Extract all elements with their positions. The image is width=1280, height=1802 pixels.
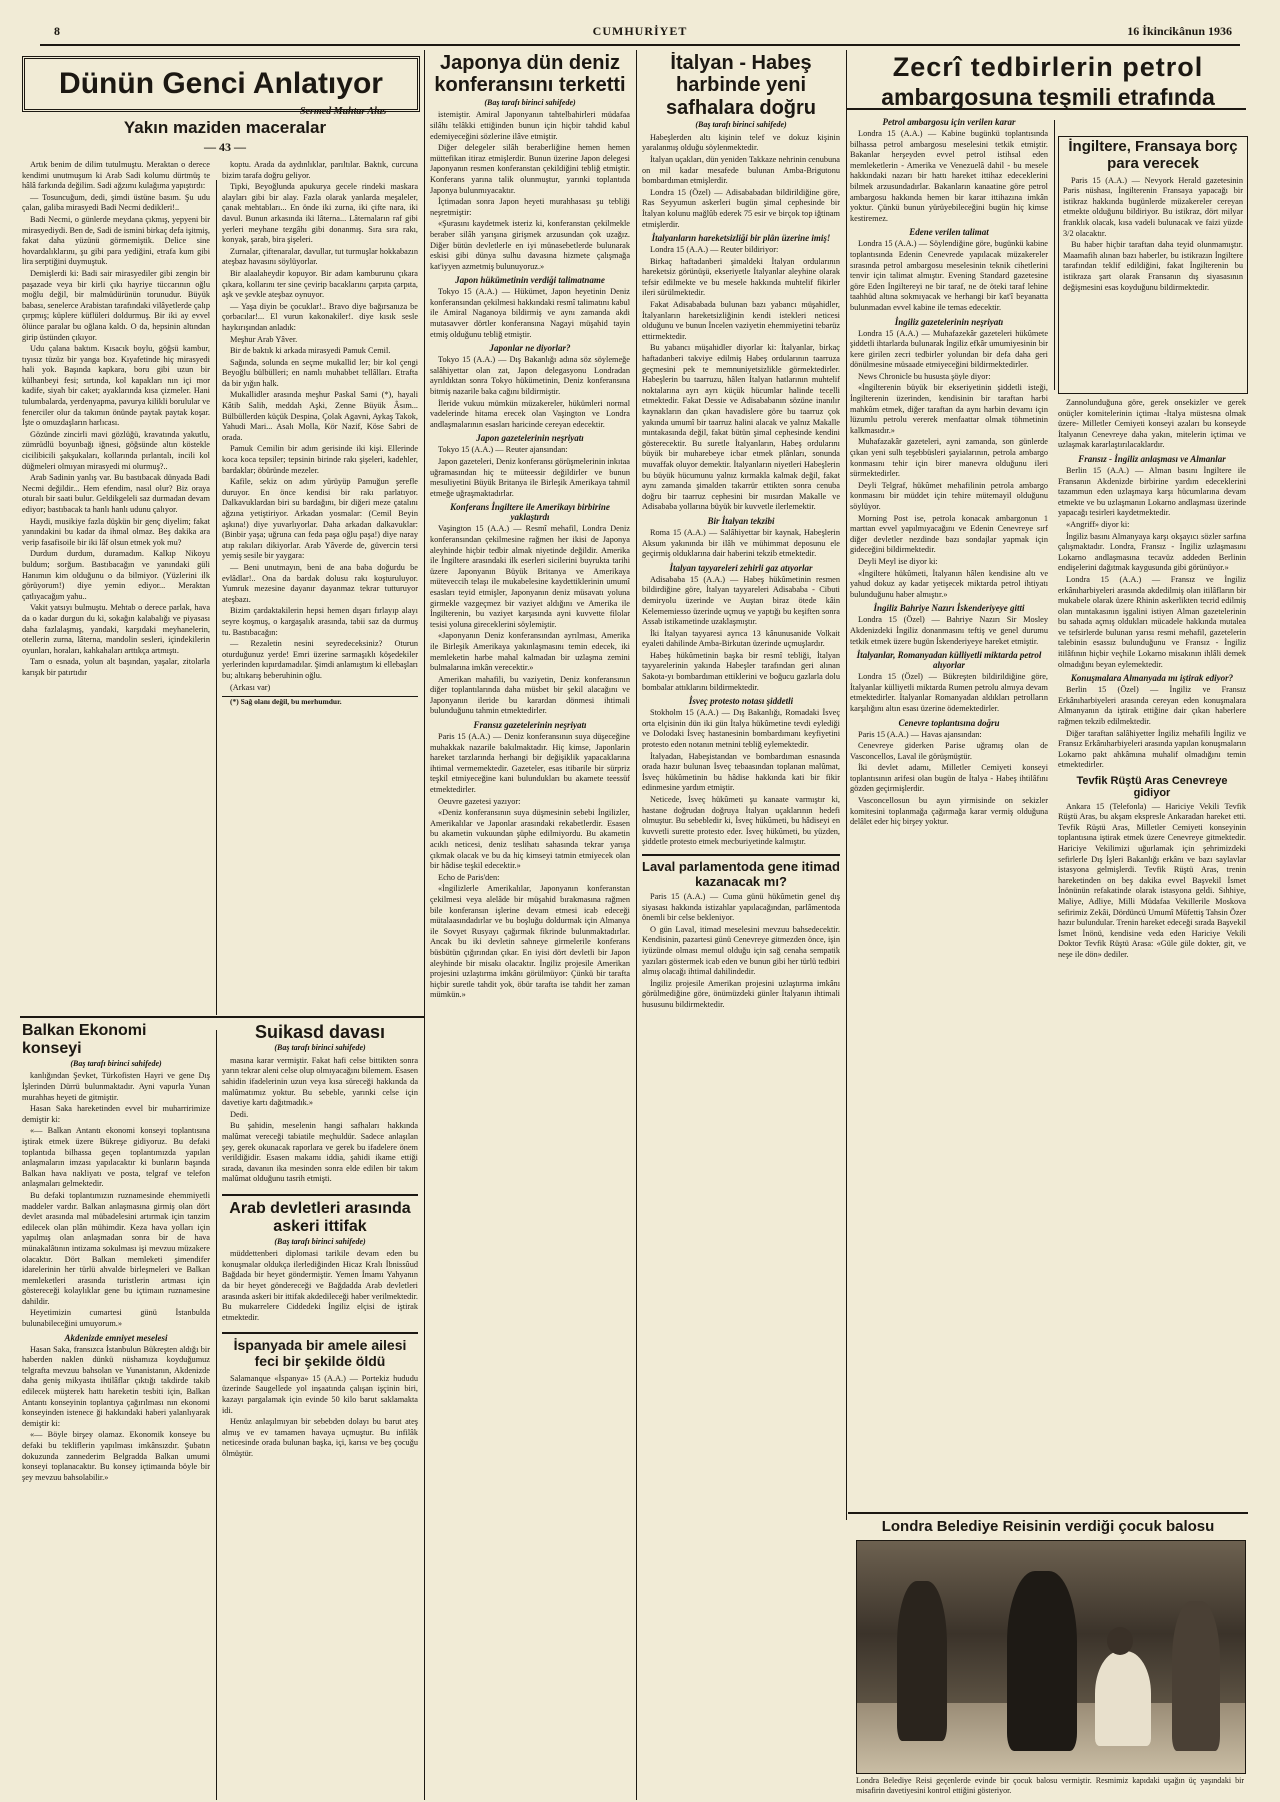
page-number: 8 (54, 24, 60, 38)
zecri-cont-sub3: Tevfik Rüştü Aras Cenevreye gidiyor (1076, 775, 1228, 800)
paragraph: Diğer delegeler silâh beraberliğine hemen hemen müttefikan itiraz etmişlerdir. Bunun üzerine Japon delegesi Japonyanın resmen konferanstan çekildiğini tebliğ etmiştir. Konferans yarına talik olunmuştur, yarınki toplantıda Japonya bulunmıyacaktır. (430, 143, 630, 195)
zecri-sub3: İngiliz Bahriye Nazırı İskenderiyeye gitti (873, 603, 1025, 614)
japonya-sub1: Japon hükümetinin verdiği talimatname (455, 275, 605, 286)
italyan-sub5: Laval parlamentoda gene itimad kazanacak mı? (642, 854, 840, 889)
paragraph: — Beni unutmayın, beni de ana baba doğurdu be evlâdlar!.. Ona da bardak dolusu rakı koşturuluyor. Yumruk mezesine dayanır dayanmaz tekrar tutturuyor ateşbazı. (222, 562, 418, 604)
paragraph: «İngilizlerle Amerikalılar, Japonyanın konferanstan çekilmesi veya alelâde bir müşahid bırakmasına rağmen bile konferansın işlerine devam etmesi icab edeceği mütalaasındadırlar ve bu boşluğu doldurmak için Almanya ile Sovyet Rusyayı çağırmak fikrinde bulunmaktadırlar. Ancak bu iki devletin sahneye girmelerile konferans büsbütün çığırından çıkar. En iyisi dört devletli bir Japon aleyhinde bir misakı olacaktır. İngiliz projesile Amerikan projesini uzlaştırma imkânı görülmüyor: Çünkü bir tarafta hiçbir suretle tahdit yok, öbür tarafta ise tahdit her zaman mümkün.» (430, 884, 630, 1000)
zecri-sub4: İtalyanlar, Romanyadan külliyetli miktarda petrol alıyorlar (856, 650, 1042, 671)
paragraph: Gözünde zincirli mavi gözlüğü, kravatında yakutlu, zümrüdlü boyunbağı iğnesi, göğsünde altın köstekle cicilibicili şakşukaları, kollarında pırlantalı, incili kol düğmeleri olmıyan mirasyedi mi olurmuş?.. (22, 429, 210, 471)
zecri-title-line2: ambargosuna teşmili etrafında (881, 84, 1215, 110)
suikast-title: Suikasd davası (254, 1022, 386, 1042)
balkan-title: Balkan Ekonomi konseyi (22, 1022, 147, 1057)
paragraph: Londra 15 (A.A.) — Kabine bugünkü toplantısında bilhassa petrol ambargosu meselesini tetkik etmiştir. Bakanlar herşeyden evvel petrol istihsal eden memleketlerin - Amerika ve Venezuelâ dahil - bu mesele hakkındaki nazarı bir hattı hareket ittihaz edeceklerini bilmek arzusundadırlar. Bakanların kanaatine göre petrol ambargosu hakkında hemen bir karar ittihazına imkân yoktur. Çünkü bunun yürüyebileceğini bugün hiç kimse kestiremez. (850, 129, 1048, 223)
paragraph: İngiliz basını Almanyaya karşı okşayıcı sözler sarfına çalışmaktadır. Londra, Fransız - İngiliz uzlaşmasını Lokarno andlaşmasına tecavüz addeden Berlinin endişelerini dağıtmak kaygusunda gibi görünüyor.» (1058, 531, 1246, 573)
balkan-article (22, 1022, 210, 1797)
paragraph: Vakit yatsıyı bulmuştu. Mehtab o derece parlak, hava da o kadar durgun du ki, sokağın kalabalığı ve piyasası daha fazlalaşmış, yandaki, karşıdaki meyhanelerin, otellerin zurna, lâterna, mandolin sesleri, içindekilerin oyunları, horaları, kahkahaları arttıkça artmıştı. (22, 603, 210, 655)
zecri-article (850, 114, 1048, 1509)
paragraph: Heyetimizin cumartesi günü İstanbulda bulunabileceğini umuyorum.» (22, 1308, 210, 1329)
paragraph: — Tosuncuğum, dedi, şimdi üstüne basım. Şu udu çalan, galiba mirasyedi Badi Necmi dedikleri!.. (22, 192, 210, 213)
paragraph: Bu yabancı müşahidler diyorlar ki: İtalyanlar, birkaç haftadanberi takviye edilmiş Habeş ordularının taarruza geçmesini pek te memnuniyetsizlikle görmektedirler. Habeşlerin bu taarruzu, hâlen İtalyan hatlarının muhtelif noktalarına ayrı ayrı küçük hücumlar halinde tecelli etmektedir. Fakat Dessie ve Adisababanın sözüne inanılır kaynakların dan çıkan havadislere göre bu taarruz çok yakında umumî bir taarruz halini alacak ve yalnız Makalle mıntakasında değil, fakat bütün şimal cephesinde kendini gösterecektir. Bu suretle İtalyanların, Habeş ordularını büyük bir muharebeye icbar etmek plânları, sonunda muvaffak oluyor demektir. İtalyanların niyetleri Habeşlerin bu büyük hücumunu yalnız kırmakla kalmak değil, fakat aynı zamanda şimalden takarrür ettikten sonra cenuba doğru bir taarruz cephesini bir mısırdan Makalle ve Adisababa yollarına büyük bir kuvvetle ilerlemektir. (642, 343, 840, 512)
ispanya-title: İspanyada bir amele ailesi feci bir şekilde öldü (222, 1332, 418, 1369)
paragraph: Durdum durdum, duramadım. Kalkıp Nikoyu buldum; sorğum. Bastıbacağın ve yanındaki güli Hanımın kim olduğunu o da bilmiyor. (Yüzlerini ilk görüyorum!) diye yemin ediyor... Meraktan çatlıyacağım yahu.. (22, 549, 210, 601)
paragraph: O gün Laval, itimad meselesini mevzuu bahsedecektir. Kendisinin, pazartesi günü Cenevreye gitmezden önce, işin iyüzünde olması memul olduğu için sağ cenaha sempatik yazıları göstermek icab eden ve bunun gibi her türlü tedbiri almış olacağı ihtimal dahilindedir. (642, 924, 840, 977)
paragraph: Dedi. (230, 1109, 249, 1119)
paragraph: «— Balkan Antantı ekonomi konseyi toplantısına iştirak etmek üzere Bükreşe gidiyoruz. Bu defaki toplantıda bilhassa geçen toplantımızda yapılan anlaşmaların imzası yapılacaktır ki bunların başında Balkan hava nakliyatı ve posta, telgraf ve telefon anlaşmaları gelmektedir. (22, 1126, 210, 1189)
paragraph: İki devlet adamı, Milletler Cemiyeti konseyi toplantısının arifesi olan bugün de İtalya - Habeş ihtilâfını gözden geçirmişlerdir. (850, 763, 1048, 794)
ball-photo-caption: Londra Belediye Reisi geçenlerde evinde bir çocuk balosu vermiştir. Resmimiz kapıdaki uşağın üç yaşındaki bir misafirin davetiyesini kontrol ettiğini gösteriyor. (856, 1776, 1244, 1795)
paragraph: — Rezaletin nesini seyredeceksiniz? Oturun oturduğunuz yerde! Emri üzerine sarmaşıklı köşedekiler yerlerinden kıpırdamadılar. Şimdi anlamıştım ki ellebaşları bu; altıkarış beberuhinin oğlu. (222, 639, 418, 680)
paragraph: Tam o esnada, yolun alt başından, yaşalar, zitolarla karışık bir patırtıdır (22, 657, 210, 677)
paragraph: Birkaç haftadanberi şimaldeki İtalyan ordularının hareketsiz görünüşü, ekseriyetle İtalyanlar aleyhine olarak tefsir edilmekte ve bu mesele hakkında muhtelif fikirler ileri sürülmektedir. (642, 256, 840, 298)
paper-name: CUMHURİYET (592, 24, 688, 38)
paragraph: Londra 15 (Özel) — Adisababadan bildirildiğine göre, Ras Seyyumun askerleri bugün şimal cephesinde bir İtalyan kolunu mağlûb ederek 75 esir ve birçok top iğtinam etmişlerdir. (642, 187, 840, 229)
italyan-sub1: İtalyanların hareketsizliği bir plân üzerine imiş! (651, 233, 831, 244)
paragraph: Londra 15 (Özel) — Bükreşten bildirildiğine göre, İtalyanlar külliyetli miktarda Rumen petrolu almıya devam etmektedirler. İtalyanlar Romanyadan aldıkları petrolların karşılığını altın esası üzerine ödemektedirler. (850, 672, 1048, 713)
paragraph: Zannolunduğuna göre, gerek onsekizler ve gerek onüçler komitelerinin içtimaı -İtalya müstesna olmak üzere- Milletler Cemiyeti konseyi azaları bu konseyde İtalyanın Cenevreye daha yakın, mitelerin içtimaı ve uzlaşmak kararlaştırılacaklardır. (1058, 398, 1246, 450)
paragraph: Berlin 15 (A.A.) — Alman basını İngiltere ile Fransanın Akdenizde birbirine yardım edeceklerini tazammun eden uzlaşmaya karşı hücumlarına devam etmekte ve bu uzlaşmanın Lokarno andlaşması üzerinde yapacağı tesirleri kaydetmektedir. (1058, 465, 1246, 518)
paragraph: Paris 15 (A.A.) — Deniz konferansının suya düşeceğine muhakkak nazarile bakılmaktadır. Hiç kimse, Japonlarin hareket tarzlarında herhangi bir değişiklik yapacaklarına ihtimal vermemektedir. Gazeteler, esas itibarile bir sürpriz teşkil etmiyeceğine kani bulundukları bu akamete teessüf etmektedirler. (430, 732, 630, 795)
paragraph: Habeş hükûmetinin başka bir resmî tebliği, İtalyan tayyarelerinin yakında Habeşler tarafından geri alınan Sakota-yı bombardıman ettiklerini ve boğucu gazlarla dolu bombalar attıklarını bildirmektedir. (642, 650, 840, 692)
paragraph: Bu şahidin, meselenin hangi safhaları hakkında malûmat vereceği tabiatile meçhuldür. Sadece anlaşılan şey, gerek okunacak raporlara ve gerek bu ifadelere önem verildiğidir. Esasen makamı iddia, şahidi ikame ettiği sırada, davanın ika mesinden sonra elde edilen bir takım malûmat olduğunu tasrih etmişti. (222, 1121, 418, 1184)
paragraph: İleride vukuu mümkün müzakereler, hükümleri normal vadelerinde hitama erecek olan Vaşington ve Londra andlaşmalarının esasları haricinde cereyan edecektir. (430, 398, 630, 429)
paragraph: Japon gazeteleri, Deniz konferansı görüşmelerinin inkıtaa uğramasından hiç te müteessir değildirler ve bunun mesuliyetini Büyük Britanya ile Birleşik Amerikaya tahmil etmeğe uğraşmaktadırlar. (430, 457, 630, 498)
paragraph: Demişlerdi ki: Badi sair mirasyediler gibi zengin bir paşazade veya bir kirli çıkı hayriye tüccarının oğlu moğlu değil, bir malmüdürünün torunudur. Büyük babası, senelerce Arabistan tarafındaki vilâyetlerde çalıp çırpmış; küplere küflüleri doldurmuş. Bir iki ay evvel ölünce paralar bu oğlana kaldı. O da, hepsinin altından girip üstünden çıkıyor. (22, 268, 210, 342)
japonya-title: Japonya dün deniz konferansını terketti (434, 52, 626, 97)
paragraph: Paris 15 (A.A.) — Havas ajansından: (858, 729, 982, 739)
serial-footnote: (*) Sağ olanı değil, bu merhumdur. (222, 696, 418, 708)
paragraph: Londra 15 (A.A.) — Fransız ve İngiliz erkânıharbiyeleri arasında akdedilmiş olan itilâfların bir mukabele olarak üzere Rhinin askerlikten tecrid edilmiş olan mıntakasının işgalini istiyen Alman gazetelerinin bu sahada açmış oldukları mücadele hakkında mutalea ve tefsirlerde bulunan yarısı resmi mehafil, gazetelerin talebinin esassız bulunduğunu ve Fransız - İngiliz itilâfının hiçbir veçhile Lokarno misakının ihlâli demek olmadığını beyan eylemektedir. (1058, 574, 1246, 669)
italyan-title: İtalyan - Habeş harbinde yeni safhalara doğru (665, 52, 817, 119)
balkan-source: (Baş tarafı birinci sahifede) (70, 1058, 162, 1068)
paragraph: İki İtalyan tayyaresi ayrıca 13 kânunusanide Volkait eyaleti dahilinde Amba-Birkutan üzerinde uçmuşlardır. (642, 628, 840, 649)
paragraph: Zurnalar, çiftenaralar, davullar, tut turmuşlar hokkabazın ateşbaz havasını söylüyorlar. (222, 246, 418, 267)
paragraph: İçtimadan sonra Japon heyeti murahhasası şu tebliği neşretmiştir: (430, 197, 630, 217)
paragraph: İtalyan uçakları, dün yeniden Takkaze nehrinin cenubuna on mil kadar mesafede bulunan Amba-Brigutonu bombardıman etmişlerdir. (642, 154, 840, 186)
paragraph: «Angriff» diyor ki: (1066, 519, 1130, 529)
paragraph: «İngiltere hükûmeti, İtalyanın hâlen kendisine altı ve yahud dokuz ay kadar yetişecek miktarda petrol ihtiyatı bulunduğunu haber almıştır.» (850, 568, 1048, 599)
japonya-sub2: Japonlar ne diyorlar? (489, 343, 571, 354)
paragraph: Vaşington 15 (A.A.) — Resmî mehafil, Londra Deniz konferansından çekilmesine rağmen her ikisi de Japonya aleyhinde hiçbir tedbir almak niyetinde değildir. Amerika ile İngiltere arasındaki ilk eserleri sicilerini buyrukta tarihi üzere Japonyanın Büyük Britanya ve Amerikaya müteveccih telaşı ile mukabelesine kaydettiklerinin umumî esasları teyid etmişler, Japonyanın deniz müsavatı yoluna girmekle vazgeçmez bir vaziyet aldığını ve Amerika ile İngilterenin, bu vaziyet karşısında ayni kuvvette filolar tesisi yoluna gireceklerini söylemiştir. (430, 524, 630, 629)
paragraph: «— Böyle birşey olamaz. Ekonomik konseye bu defaki bu tekliflerin yapılması imkânsızdır. Şubatın dokuzunda zannederim Belgradda Balkan umumi konseyi toplanacaktır. Bu konsey içtimaında böyle bir şey mevzuu bahsolabilir.» (22, 1430, 210, 1482)
zecri-sub0: Petrol ambargosu için verilen karar (882, 117, 1016, 127)
paragraph: Roma 15 (A.A.) — Salâhiyettar bir kaynak, Habeşlerin Aksum yakınında bir ilâh ve mühimmat deposunu ele geçirmiş olduklarına dair haberini tekzib etmektedir. (642, 527, 840, 559)
paragraph: Hasan Saka, fransızca İstanbulun Bükreşten aldığı bir haberden naklen dünkü nüshamıza koyduğumuz telgrafta mevzuu bahsolan ve Yunanistanın, Akdenizde daha geniş mikyasta ihtilâflar çıktığı takdirde takib edilecek müşterek hattı hareketin tesbiti için, Balkan Antantı konseyinin toplantıya çağırılması nın ekonomi konseyinden istenece ği hakkındaki haberi yalanlıyarak demiştir ki: (22, 1344, 210, 1428)
paragraph: «Deniz konferansının suya düşmesinin sebebi İngilizler, Amerikalılar ve Japonlar arasındaki rekabetlerdir. Esasen bu akametin vukuundan şüphe edilmiyordu. Bu akametin acıklı neticesi, deniz teslihatı sahasında tekrar yarışa çıkmak olacak ve bu da hiç kimseyi tatmin etmiyecek olan bir hâdise teşkil edecektir.» (430, 808, 630, 871)
italyan-sub2: Bir İtalyan tekzibi (707, 515, 775, 526)
arab-source: (Baş tarafı birinci sahifede) (274, 1236, 366, 1246)
paragraph: masına karar vermiştir. Fakat hafi celse bittikten sonra yarın tekrar aleni celse olup olmıyacağını bilemem. Esasen sahidin ifadelerinin uzun veya kısa süreceği hakkında da malûmatımız yoktur. Bu sebeble, yarınki celse için davetiye kartı dağıtmadık.» (222, 1055, 418, 1108)
paragraph: Bir alaalaheydir kopuyor. Bir adam kamburunu çıkara çıkara, kollarını ter sine çevirip bacaklarını çarpıta çarpıta, aşk ve şevkle ateşbaz oynuyor. (222, 268, 418, 300)
paragraph: Meşhur Arab Yâver. (230, 334, 298, 344)
paragraph: Vasconcellosun bu ayın yirmisinde on sekizler komitesini toplanmağa çağırmağa karar vermiş olduğuna delâlet eder hiç birşey yoktur. (850, 796, 1048, 827)
paragraph: Paris 15 (A.A.) — Nevyork Herald gazetesinin Paris nüshası, İngilterenin Fransaya yapacağı bir istikraz hakkında bugünlerde müzakereler cereyan etmekte olduğunu bildiriyor. Bu istikraz, dört milyar franklık olacak, kısa vadeli bulunacak ve faizi yüzde 3/2 olacaktır. (1063, 175, 1243, 238)
paragraph: Tipki, Beyoğlunda apukurya gecele rindeki maskara alayları gibi bir alay. Fazla olarak yanlarda meşaleler, çanak mehtabları... En önde iki zurna, iki çifte nara, iki davul. Bunun arkasında iki lâterna... Lâternaların raf gibi yerleri meyhane tezgâhı gibi donanmış. Sıra sıra rakı, konyak, şarab, bira şişeleri. (222, 182, 418, 245)
paragraph: Bu haber hiçbir taraftan daha teyid olunmamıştır. Maamafih alınan bazı haberler, bu istikrazın İngiltere tarafından teklif edildiğini, fakat İngilterenin bu istikraza şart olarak Fransanın dış siyasasının değişmesini esas koyduğunu bildirmektedir. (1063, 240, 1243, 292)
ingiltere-title: İngiltere, Fransaya borç para verecek (1068, 138, 1238, 172)
balo-title: Londra Belediye Reisinin verdiği çocuk balosu (881, 1518, 1215, 1535)
paragraph: müddettenberi diplomasi tarikile devam eden bu konuşmalar oldukça ilerlediğinden Hicaz Kralı İbnissûud Bağdada bir heyet göndermiştir. Yemen İmamı Yahyanın da bir heyet göndereceği ve Bağdadda Arab devletleri arasında askeri bir ittifak akdedileceği haber verilmektedir. Bu mukarrelere Ciddedeki İngiliz elçisi de iştirak etmektedir. (222, 1249, 418, 1322)
paragraph: İngiliz projesile Amerikan projesini uzlaştırma imkânı görülmediğine göre, önümüzdeki günler İtalyanın ihtimali hususunu bildirmektedir. (642, 978, 840, 1010)
paragraph: Oeuvre gazetesi yazıyor: (438, 796, 521, 806)
paragraph: Bir de baktık ki arkada mirasyedi Pamuk Cemil. (230, 346, 391, 356)
paragraph: Tokyo 15 (A.A.) — Hükümet, Japon heyetinin Deniz konferansından çekilmesi hakkındaki resmî talimatını kabul ile Amiral Naganoya bildirmiş ve aynı zamanda akdi mutasavver dörtler konferansına Nagayi müşahid tayin etmiş olduğunu tebliğ etmiştir. (430, 287, 630, 339)
serial-title: Dünün Genci Anlatıyor (59, 67, 383, 100)
paragraph: Mukallidler arasında meşhur Paskal Sami (*), hayali Kâtib Salih, meddah Aşki, Zenne Büyük Âsım... Bülbüllerden küçük Despina, Çolak Agavni, Aykaş Takok, Yahudi Mari... Asalı Molla, Kör Nazif, Köse Sabri de orada. (222, 390, 418, 442)
paragraph: Cenevreye giderken Parise uğramış olan de Vasconcellos, Laval ile görüşmüştür. (850, 741, 1048, 761)
paragraph: Londra 15 (A.A.) — Muhafazekâr gazeteleri hükûmete şiddetli ihtarlarda bulunarak İngiliz efkâr umumiyesinin bir kere girilen zecri tedbirler yolundan bir defa daha geri dönülmesine müsaade etmiyeceğini bildirmektedirler. (850, 328, 1048, 370)
paragraph: Paris 15 (A.A.) — Cuma günü hükûmetin genel dış siyasası hakkında istizahlar yapılacağından, parlâmentoda önemli bir celse bekleniyor. (642, 892, 840, 923)
paragraph: Morning Post ise, petrola konacak ambargonun 1 marttan evvel yapılmıyacağını ve Edenin Cenevreye sırf diğer devletler nezdinde bazı sondajlar yapmak için gideceğini bildirmektedir. (850, 513, 1048, 555)
paragraph: «Şurasını kaydetmek isteriz ki, konferanstan çekilmekle beraber silâh yarışına girişmek arzusundan çok uzağız. Diğer bütün devletlerle en iyi münasebetlerde bulunarak eskisi gibi dünya sulhu davasına hizmete çalışmağa kat'iyyen azmetmiş bulunuyoruz.» (430, 219, 630, 271)
arab-title: Arab devletleri arasında askeri ittifak (222, 1194, 418, 1236)
italyan-sub4: İsveç protesto notası şiddetli (688, 696, 794, 707)
suikast-article (222, 1022, 418, 1797)
paragraph: Kafile, sekiz on adım yürüyüp Pamuğun şerefle duruyor. En önce kendisi bir rakı parlatıyor. Dalkavuklardan biri su bardağını, bir diğeri meze çatalını ağzına yetiştiriyor. Arkadan yosmalar: (Cemil Beyin aşkına!) diye yuvarlıyorlar. Daha arkadan dalkavuklar: (Binbir yaşa; uğruna can feda paşa oğlu paşa!) diye naray atıp rakıları dikiyorlar. Arab Yâverde de, güvercin tersi yemiş sesile bir yaygara: (222, 477, 418, 561)
paragraph: Ankara 15 (Telefonla) — Hariciye Vekili Tevfik Rüştü Aras, bu akşam ekspresle Ankaradan hareket etti. Tevfik Rüştü Aras, Milletler Cemiyeti konseyinin toplantısına iştirak etmek üzere Cenevreye gitmektedir. Hariciye Vekilimizi uğurlamak için şehrimizdeki sefirlerle Dış İşleri Bakanlığı erkânı ve bazı saylavlar istasyona gelmişlerdi. Tevfik Rüştü Aras, trenin hareketinden on beş dakika evvel Başvekil İsmet İnönünün refakatinde olarak istasyona geldi. Sıhhiye, Maliye, Adliye, Milli Müdafaa Vekillerile Moskova sefirimiz Zekâi, Dördüncü Umumî Müfettiş Tahsin Özer hazır bulundular. Trenin hareket edeceği sırada Başvekil İsmet İnönü, kendisine veda eden Hariciye Vekili Doktor Tevfik Rüştü Arasa: «Güle güle dokter, git, ve neşe ile dön» dediler. (1058, 801, 1246, 959)
japonya-article (430, 52, 630, 1797)
zecri-title-line1: Zecrî tedbirlerin petrol (892, 52, 1204, 82)
zecri-cont-sub1: Fransız - İngiliz anlaşması ve Almanlar (1078, 453, 1226, 464)
paragraph: Badi Necmi, o günlerde meydana çıkmış, yepyeni bir mirasyediydi. Ben de, Sadi de ismini birkaç defa işitmiş, fakat daha yüzünü görmemiştik. Delice sine hovardalıklarını, şu gibi para yediğini, etrafa kum gibi lira serptiğini duymuştuk. (22, 214, 210, 267)
paragraph: Arab Sadinin yanlış var. Bu bastıbacak dünyada Badi Necmi değildir... Hem efendim, nasıl olur? Biz oraya oturalı bir saati bulur. Geldikgeleli saz durmadan devam ediyor; bastıbacak ta hanlı hanlı udunu çalıyor. (22, 473, 210, 514)
paragraph: Sağında, solunda en seçme mukallid ler; bir kol çengi Beyoğlu bülbülleri; en namlı muhabbet tellâlları. Etrafta da bir yığın halk. (222, 357, 418, 388)
section-subheading: Akdenizde emniyet meselesi (64, 1332, 168, 1343)
italyan-article (642, 52, 840, 1797)
paragraph: Udu çalana baktım. Kısacık boylu, göğsü kambur, tıyısız tüzüz bir yanga boz. Kıyafetinde hiç mirasyedi hali yok. Başında kapkara, boru gibi uzun bir külhanbeyi fesi; sırtında, kol kapakları nın içi mor kadife, siyah bir caket; ayaklarında kısa çizmeler. Hani tulumbalarda, yerdenyapma, pavurya kilikli borulular ve fenerciler olur da takımın önünde paytak paytak koşar. İşte o omuzdaşların harlıcası. (22, 344, 210, 428)
zecri-continuation (1058, 398, 1246, 1508)
paragraph: Hasan Saka hareketinden evvel bir muharririmize demiştir ki: (22, 1104, 210, 1124)
issue-date: 16 İkincikânun 1936 (1127, 24, 1232, 38)
paragraph: Stokholm 15 (A.A.) — Dış Bakanlığı, Romadaki İsveç orta elçisinin dün iki gün İtalya hükûmetine tevdi eylediği ve Dolodaki İsveç hastanesinin bombardımanı keyfiyetini protesto eden notanın metnini tebliğ eylemektedir. (642, 708, 840, 750)
paragraph: Tokyo 15 (A.A.) — Dış Bakanlığı adına söz söylemeğe salâhiyettar olan zat, Japon delegasyonu Londradan ayrıldıktan sonra Tokyo hükümetinin, Deniz konferansına bitmiş nazarile baka cağını bildirmiştir. (430, 355, 630, 397)
paragraph: — Yaşa diyin be çocuklar!.. Bravo diye bağırsanıza be çorbacılar!... El vurun kakonakiler!. diye kısık sesle haykırışından anladık: (222, 301, 418, 332)
paragraph: Echo de Paris'den: (438, 872, 500, 882)
paragraph: kanlığından Şevket, Türkofisten Hayri ve gene Dış İşlerinden Dürrü bulunmaktadır. Ayni vapurla Yunan murahhas heyeti de gitmiştir. (22, 1071, 210, 1102)
paragraph: Muhafazakâr gazeteleri, ayni zamanda, son günlerde çıkan yeni sulh teşebbüsleri şayialarının, petrola ambargo konmasını tehir için birer manevra olduğunu ileri sürmektedirler. (850, 437, 1048, 479)
paragraph: (Arkası var) (230, 682, 271, 692)
paragraph: Neticede, İsveç hükûmeti şu kanaate varmıştır ki, hastane doğrudan doğruya İtalyan uçaklarının hedefi olmuştur. Bu sebebledir ki, İsveç hükûmeti, bu hâdiseyi en kuvvetli surette protesto eder. İsveç hükûmeti, bu yüzden, şiddetle protesto etmek mecburiyetinde kalmıştır. (642, 795, 840, 847)
serial-title-box (22, 56, 420, 112)
suikast-source: (Baş tarafı birinci sahifede) (274, 1043, 366, 1053)
ingiltere-box (1058, 136, 1248, 394)
paragraph: Fakat Adisababada bulunan bazı yabancı müşahidler, İtalyanların hareketsizliğinin kendi istekleri neticesi olduğunu ve bunun İncelen vaziyetin ehemmiyetini tebarüz ettirmektedir. (642, 300, 840, 341)
paragraph: Berlin 15 (Özel) — İngiliz ve Fransız Erkânıharbiyeleri arasında cereyan eden konuşmalara Almanyanın da iştirak ettiğine dair çıkan haberlere rağmen tekzib edilmektedir. (1058, 685, 1246, 727)
ball-photo (856, 1540, 1246, 1774)
paragraph: Habeşlerden altı kişinin telef ve dokuz kişinin yaralanmış olduğu söylenmektedir. (642, 132, 840, 153)
paragraph: Amerikan mahafili, bu vaziyetin, Deniz konferansının diğer toplantılarında daha müsbet bir şekil alacağını ve Japonyanın ileride bu karardan dönmesi ihtimali bulunduğunu tahmin etmektedirler. (430, 674, 630, 716)
zecri-sub2: İngiliz gazetelerinin neşriyatı (894, 316, 1004, 327)
paragraph: News Chronicle bu hususta şöyle diyor: (858, 371, 991, 381)
masthead (40, 22, 1240, 46)
serial-column-1 (22, 160, 210, 1012)
japonya-sub4: Konferans İngiltere ile Amerikayı birbirine yaklaştırdı (450, 502, 610, 523)
zecri-cont-sub2: Konuşmalara Almanyada mı iştirak ediyor? (1070, 673, 1234, 684)
paragraph: Haydi, musikiye fazla düşkün bir genç diyelim; fakat yanındakini bu kadar da ihmal olmaz. Beş dakika ara verip fasafisoile bir iki lâf olsun etmek yok mu? (22, 516, 210, 547)
paragraph: Deyli Meyl ise diyor ki: (858, 556, 938, 566)
japonya-sub5: Fransız gazetelerinin neşriyatı (473, 720, 587, 731)
paragraph: «İngilterenin büyük bir ekseriyetinin şiddetli isteği, İngilterenin üzerinden, kendisinin bir taraftan harbi mahkûm etmek, diğer taraftan da aynı harbin devamı için lüzumlu petrolu vererek menfaattar olmak töhmetinin kalkmasıdır.» (850, 383, 1048, 435)
paragraph: Bizim çardaktakilerin hepsi hemen dışarı fırlayıp alayı seyre koşmuş, o kargaşalık arasında, tabii saz da durmuş tu. Bastıbacağın: (222, 606, 418, 637)
paragraph: Londra 15 (Özel) — Bahriye Nazırı Sir Mosley Akdenizdeki İngiliz donanmasını teftiş ve genel durumu tetkik etmek üzere bugün İskenderiyeye hareket etmiştir. (850, 615, 1048, 646)
japonya-source: (Baş tarafı birinci sahifede) (484, 97, 576, 107)
paragraph: Pamuk Cemilin bir adım gerisinde iki kişi. Ellerinde koca koca tepsiler; tepsinin birinde rakı şişeleri, kadehler, bardaklar; öbüründe mezeler. (222, 444, 418, 475)
zecri-sub1: Edene verilen talimat (909, 227, 989, 238)
serial-subtitle: Yakın maziden maceralar (123, 118, 327, 137)
paragraph: Adisababa 15 (A.A.) — Habeş hükûmetinin resmen bildirdiğine göre, İtalyan tayyareleri Adisababa - Cibuti demiryolu üzerinde ve Auştan biraz ötede kâin Kelememiesso üzerinde uçmuş ve yaptığı bu keşiften sonra Assab istikametinde uzaklaşmıştır. (642, 574, 840, 627)
paragraph: Londra 15 (A.A.) — Reuter bildiriyor: (650, 245, 779, 255)
serial-author: Sermed Muhtar Alus (300, 106, 387, 117)
paragraph: Diğer taraftan salâhiyetter İngiliz mehafili İngiliz ve Fransız Erkânıharbiyeleri arasında yapılan konuşmaların Lokarno pakt ahkâmına muhalif olmadığını temin etmektedirler. (1058, 728, 1246, 770)
paragraph: Deyli Telgraf, hükûmet mehafilinin petrola ambargo konmasını bir müddet için tehire mütemayil olduğunu söylüyor. (850, 480, 1048, 511)
paragraph: Artık benim de dilim tutulmuştu. Meraktan o derece kendimi unutmuşum ki Arab Sadi kolumu dürtmüş te hâlâ farkında değilim. Sadi ağzımı kulağıma yapıştırdı: (22, 160, 210, 191)
serial-number: — 43 — (204, 140, 246, 154)
paragraph: Bu defaki toplantımızın ruznamesinde ehemmiyetli maddeler vardır. Balkan anlaşmasına girmiş olan dört devlet arasında mal mübadelesini artırmak için tanzim edilecek olan plân mühimdir. Keza hava yolları için yapılmış olan anlaşmadan sonra bir de hava münakalâtının intizama sokulması işi mevzuu müzakere olacaktır. Dört Balkan memleketi şimendifer idarelerinin her türlü ahvalde birleşmeleri ve Balkan memleketleri arasında turistlerin artması için göstereceği kolaylıklar gene bu içtimaın ruznamesine dahildir. (22, 1190, 210, 1306)
paragraph: istemiştir. Amiral Japonyanın tahtelbahirleri müdafaa silâhı telâkki ettiğinden bunun için hiçbir tahdid kabul edemiyeceğini sözlerine ilâve etmiştir. (430, 110, 630, 141)
italyan-sub3: İtalyan tayyareleri zehirli gaz atıyorlar (669, 562, 813, 573)
serial-column-2 (222, 160, 418, 1012)
paragraph: Tokyo 15 (A.A.) — Reuter ajansından: (438, 445, 568, 455)
paragraph: Henüz anlaşılmıyan bir sebebden dolayı bu barut ateş almış ve ev tamamen havaya uçmuştur. Bu infilâk neticesinde orada bulunan başka, içi, karısı ve beş çocuğu ölmüştür. (222, 1417, 418, 1458)
italyan-source: (Baş tarafı birinci sahifede) (695, 120, 787, 130)
paragraph: İtalyadan, Habeşistandan ve bombardıman esnasında orada hazır bulunan İsveç tebaasından toplanan malûmat, İsveç hükûmetinin bu hâdise hakkında kati bir fikir edinmesine yardım etmiştir. (642, 751, 840, 793)
paragraph: koptu. Arada da aydınlıklar, parıltılar. Baktık, curcuna bizim tarafa doğru geliyor. (222, 160, 418, 180)
japonya-sub3: Japon gazetelerinin neşriyatı (476, 433, 584, 444)
paragraph: «Japonyanın Deniz konferansından ayrılması, Amerika ile Birleşik Amerikaya yakınlaşmasını temin edecek, iki memleketin harbe mahal kalmadan bir uzlaşma zemini bulmalarına imkân verecektir.» (430, 631, 630, 673)
paragraph: Salamanque «İspanya» 15 (A.A.) — Portekiz hududu üzerinde Saugellede yol inşaatında çalışan işçinin biri, kazayı pargalamak için evinde 50 kilo barut saklamakta idi. (222, 1373, 418, 1415)
paragraph: Londra 15 (A.A.) — Söylendiğine göre, bugünkü kabine toplantısında Edenin Cenevrede yapılacak müzakereler sırasında petrol ambargosu meselesinin teknik cihetlerini tenvir için talimat almıştır. Evening Standard gazetesine göre Eden İngiltereyi ne bir taraf, ne de öteki taraf lehine taahhüd altına sokmıyacak ve herhangi bir kat'î beyanatta bulunmadan evvel kabine ile temas edecektir. (850, 239, 1048, 312)
zecri-sub5: Cenevre toplantısına doğru (898, 717, 1000, 728)
